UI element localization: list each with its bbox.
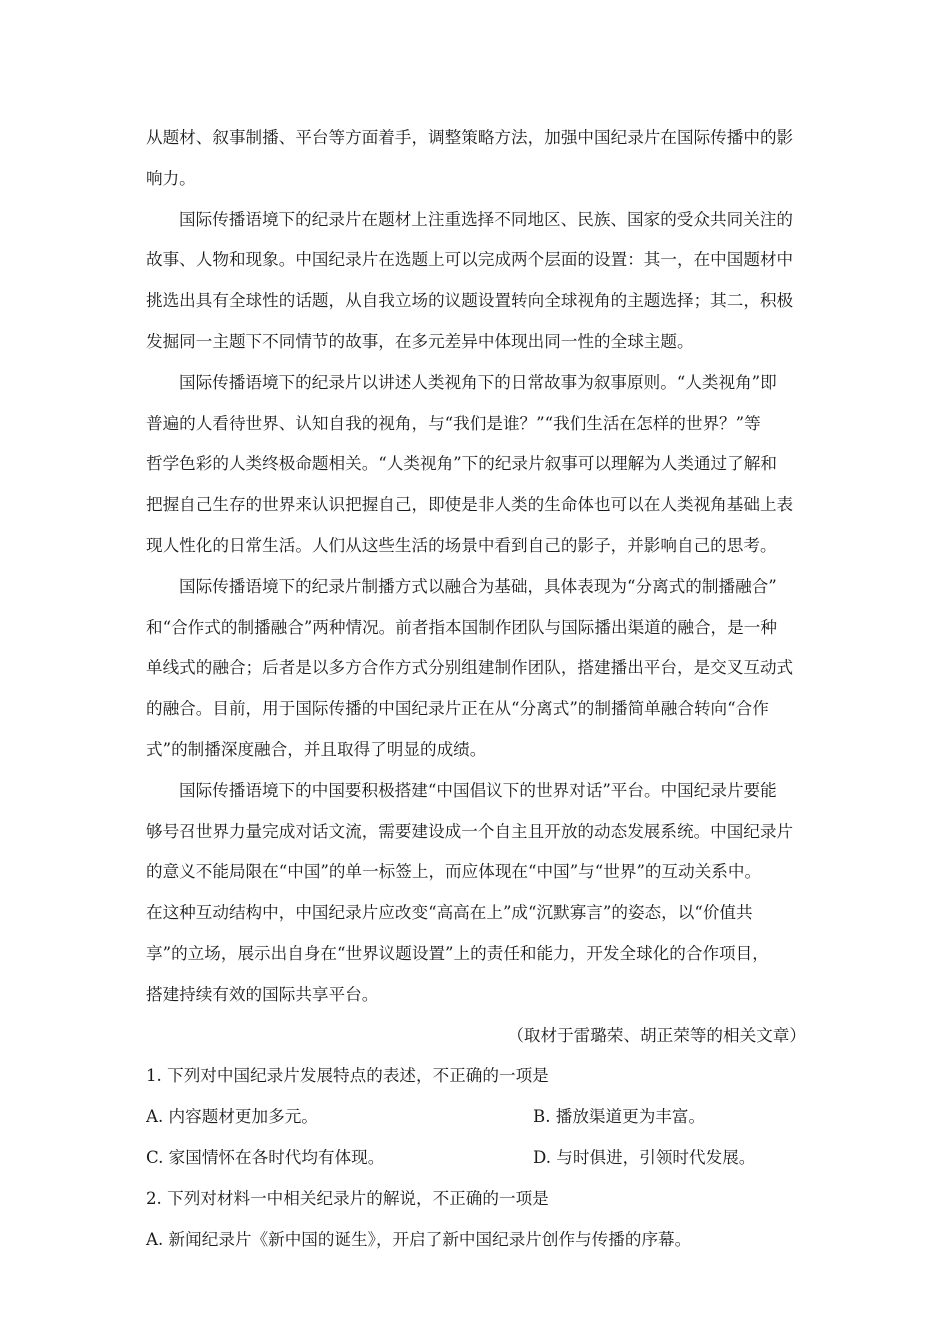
option-a: A. 内容题材更加多元。 <box>146 1107 318 1127</box>
paragraph-4 <box>146 567 806 771</box>
text-line: 国际传播语境下的纪录片制播方式以融合为基础，具体表现为“分离式的制播融合” <box>179 576 777 596</box>
text-line: 够号召世界力量完成对话文流，需要建设成一个自主且开放的动态发展系统。中国纪录片 <box>146 821 794 841</box>
question-stem: 1. 下列对中国纪录片发展特点的表述，不正确的一项是 <box>146 1066 549 1086</box>
text-line: 式”的制播深度融合，并且取得了明显的成绩。 <box>146 739 487 759</box>
text-line: 国际传播语境下的纪录片在题材上注重选择不同地区、民族、国家的受众共同关注的 <box>179 209 793 229</box>
text-line: 和“合作式的制播融合”两种情况。前者指本国制作团队与国际播出渠道的融合，是一种 <box>146 617 777 637</box>
option-b: B. 播放渠道更为丰富。 <box>533 1107 706 1127</box>
text-line: 发掘同一主题下不同情节的故事，在多元差异中体现出同一性的全球主题。 <box>146 331 694 351</box>
text-line: 享”的立场，展示出自身在“世界议题设置”上的责任和能力，开发全球化的合作项目， <box>146 943 769 963</box>
text-line: 从题材、叙事制播、平台等方面着手，调整策略方法，加强中国纪录片在国际传播中的影 <box>146 128 794 147</box>
text-line: 故事、人物和现象。中国纪录片在选题上可以完成两个层面的设置：其一，在中国题材中 <box>146 250 794 270</box>
text-line: 的融合。目前，用于国际传播的中国纪录片正在从“分离式”的制播简单融合转向“合作 <box>146 699 769 719</box>
source-citation: （取材于雷璐荣、胡正荣等的相关文章） <box>507 1025 806 1045</box>
text-line: 国际传播语境下的中国要积极搭建“中国倡议下的世界对话”平台。中国纪录片要能 <box>179 780 777 800</box>
question-stem: 2. 下列对材料一中相关纪录片的解说，不正确的一项是 <box>146 1188 549 1208</box>
text-line: 响力。 <box>146 168 196 188</box>
text-line: 挑选出具有全球性的话题，从自我立场的议题设置转向全球视角的主题选择；其二，积极 <box>146 291 794 311</box>
document-page <box>146 118 806 1260</box>
text-line: 普遍的人看待世界、认知自我的视角，与“我们是谁？”“我们生活在怎样的世界？”等 <box>146 413 761 433</box>
option-row <box>146 1097 806 1138</box>
option-d: D. 与时俱进，引领时代发展。 <box>533 1147 756 1167</box>
paragraph-1 <box>146 118 806 200</box>
text-line: 现人性化的日常生活。人们从这些生活的场景中看到自己的影子，并影响自己的思考。 <box>146 535 777 555</box>
paragraph-3 <box>146 363 806 567</box>
text-line: 国际传播语境下的纪录片以讲述人类视角下的日常故事为叙事原则。“人类视角”即 <box>179 372 777 392</box>
option-row <box>146 1138 806 1179</box>
paragraph-2 <box>146 200 806 363</box>
question-1 <box>146 1056 806 1178</box>
option-a: A. 新闻纪录片《新中国的诞生》，开启了新中国纪录片创作与传播的序幕。 <box>146 1229 692 1249</box>
option-c: C. 家国情怀在各时代均有体现。 <box>146 1147 385 1167</box>
text-line: 在这种互动结构中，中国纪录片应改变“高高在上”成“沉默寡言”的姿态，以“价值共 <box>146 903 753 923</box>
text-line: 哲学色彩的人类终极命题相关。“人类视角”下的纪录片叙事可以理解为人类通过了解和 <box>146 454 777 474</box>
text-line: 的意义不能局限在“中国”的单一标签上，而应体现在“中国”与“世界”的互动关系中。 <box>146 862 762 882</box>
paragraph-5 <box>146 771 806 1016</box>
text-line: 把握自己生存的世界来认识把握自己，即使是非人类的生命体也可以在人类视角基础上表 <box>146 495 794 515</box>
text-line: 搭建持续有效的国际共享平台。 <box>146 984 379 1004</box>
text-line: 单线式的融合；后者是以多方合作方式分别组建制作团队，搭建播出平台，是交叉互动式 <box>146 658 794 678</box>
question-2 <box>146 1179 806 1261</box>
